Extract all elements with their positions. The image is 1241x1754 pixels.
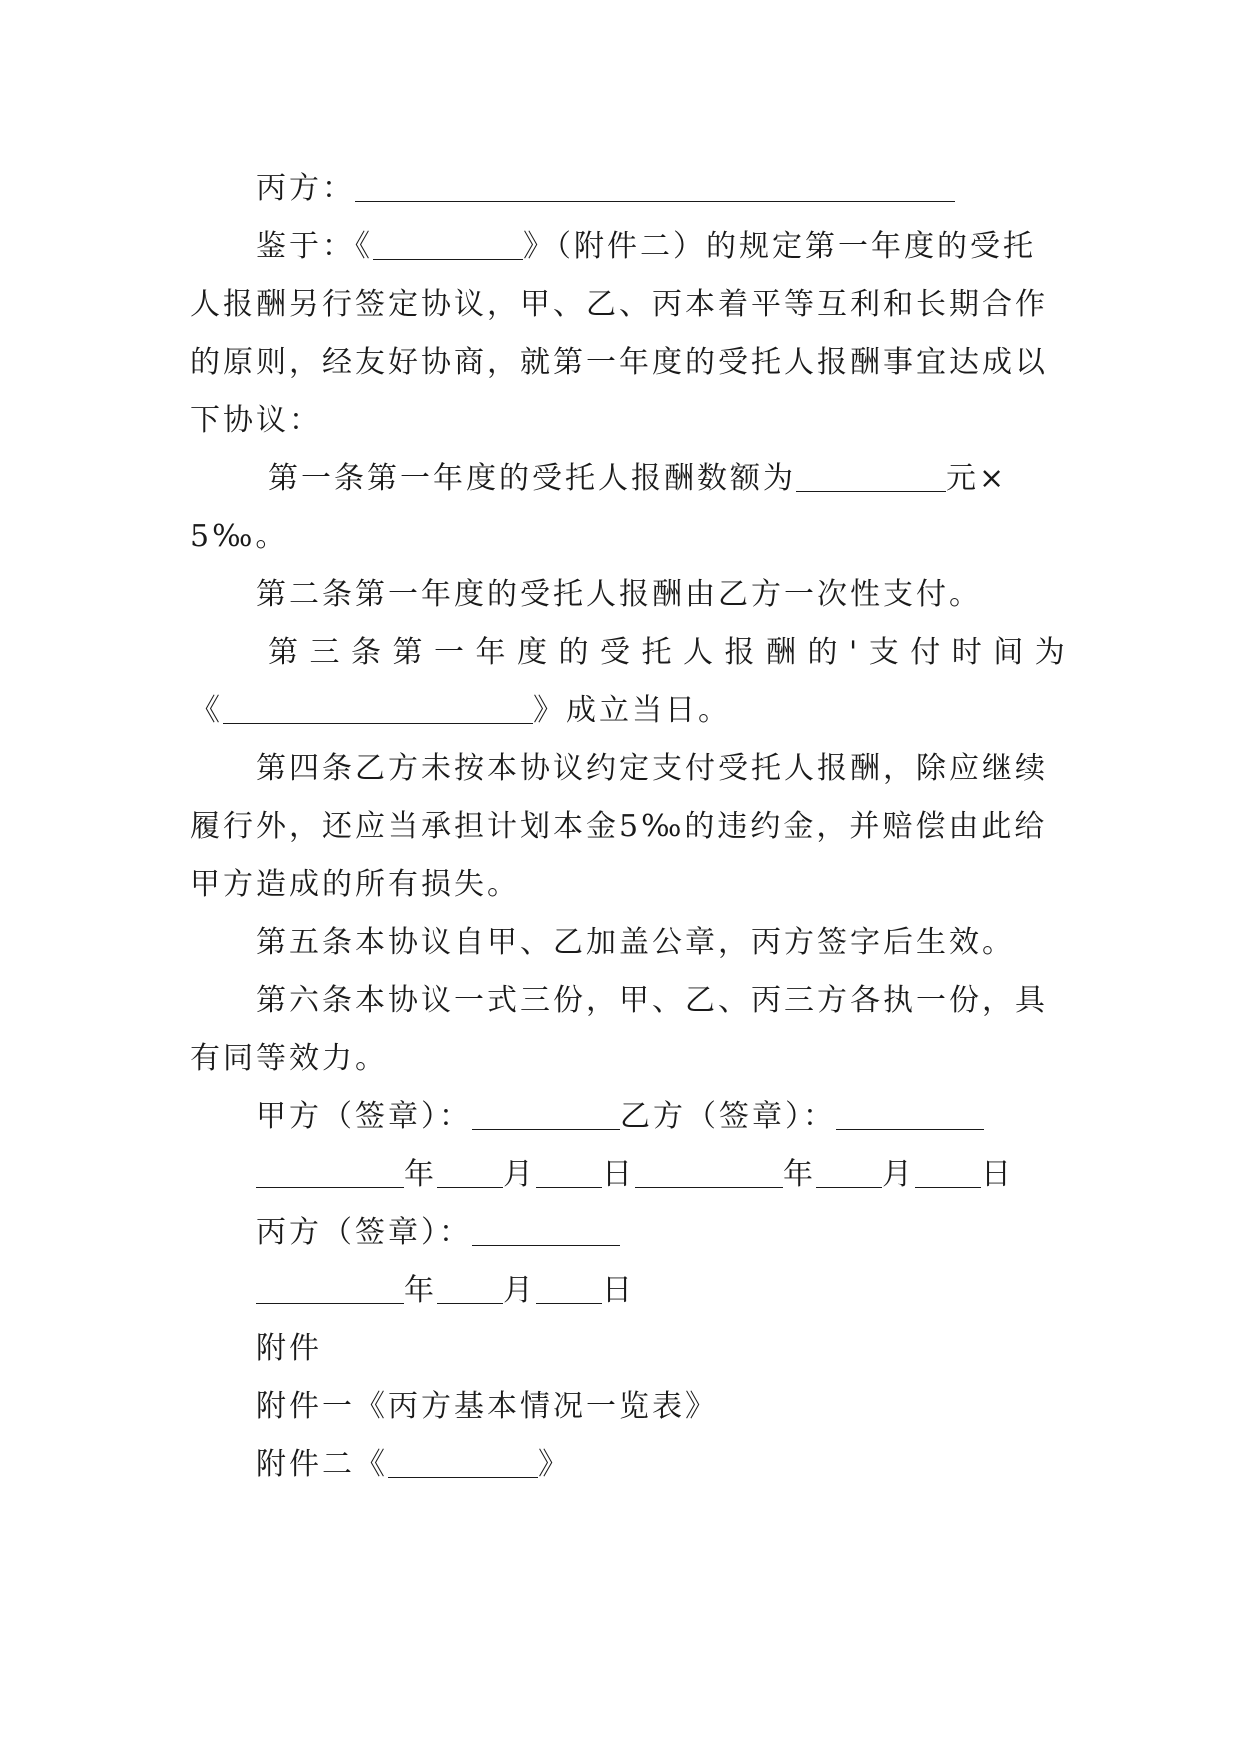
preamble-line-4: 下协议：	[190, 403, 322, 438]
article-1-line-2: 5‰。	[190, 519, 289, 554]
party-a-signature-blank[interactable]	[472, 1099, 620, 1130]
date-line-ab	[190, 1146, 1052, 1204]
year-label: 年	[404, 1157, 437, 1192]
preamble-line-1	[190, 218, 1052, 276]
party-b-signature-label: 乙方（签章）：	[620, 1099, 836, 1134]
article-6-line-2: 有同等效力。	[190, 1041, 388, 1076]
article-1-amount-blank[interactable]	[796, 461, 946, 492]
party-a-day-blank[interactable]	[536, 1157, 602, 1188]
signature-line-ab	[190, 1088, 1052, 1146]
article-1-text-a: 第一条第一年度的受托人报酬数额为	[268, 461, 796, 496]
party-a-signature-label: 甲方（签章）：	[256, 1099, 472, 1134]
day-label: 日	[981, 1157, 1014, 1192]
article-3-text-b: 》成立当日。	[533, 693, 731, 728]
month-label: 月	[882, 1157, 915, 1192]
day-label: 日	[602, 1273, 635, 1308]
preamble-contract-blank[interactable]	[373, 229, 523, 260]
article-3-line-1: 第三条第一年度的受托人报酬的'支付时间为	[268, 635, 1077, 670]
attachment-2-blank[interactable]	[388, 1447, 538, 1478]
preamble-text-a: 鉴于：《	[256, 229, 373, 264]
day-label: 日	[602, 1157, 635, 1192]
party-c-signature-blank[interactable]	[472, 1215, 620, 1246]
article-4-line-1: 第四条乙方未按本协议约定支付受托人报酬，除应继续	[256, 751, 1048, 786]
year-label: 年	[783, 1157, 816, 1192]
month-label: 月	[503, 1273, 536, 1308]
article-6-line-1: 第六条本协议一式三份，甲、乙、丙三方各执一份，具	[256, 983, 1048, 1018]
preamble-line-3: 的原则，经友好协商，就第一年度的受托人报酬事宜达成以	[190, 345, 1048, 380]
article-3-contract-blank[interactable]	[223, 693, 533, 724]
date-line-c	[190, 1262, 1052, 1320]
agreement-body	[190, 160, 1077, 1494]
article-3-line-2	[190, 682, 1052, 740]
party-c-day-blank[interactable]	[536, 1273, 602, 1304]
article-4-line-3: 甲方造成的所有损失。	[190, 867, 520, 902]
article-4-line-2: 履行外，还应当承担计划本金5‰的违约金，并赔偿由此给	[190, 809, 1048, 844]
party-b-month-blank[interactable]	[816, 1157, 882, 1188]
month-label: 月	[503, 1157, 536, 1192]
article-1-line-1	[190, 450, 1052, 508]
party-c-year-blank[interactable]	[256, 1273, 404, 1304]
party-b-day-blank[interactable]	[915, 1157, 981, 1188]
party-c-line	[190, 160, 1052, 218]
article-5-line-1: 第五条本协议自甲、乙加盖公章，丙方签字后生效。	[256, 925, 1015, 960]
party-c-blank[interactable]	[355, 171, 955, 202]
attachment-2	[190, 1436, 1052, 1494]
preamble-line-2: 人报酬另行签定协议，甲、乙、丙本着平等互利和长期合作	[190, 287, 1048, 322]
party-c-month-blank[interactable]	[437, 1273, 503, 1304]
article-2-line-1: 第二条第一年度的受托人报酬由乙方一次性支付。	[256, 577, 982, 612]
party-a-year-blank[interactable]	[256, 1157, 404, 1188]
preamble-text-b: 》（附件二）的规定第一年度的受托	[523, 229, 1036, 264]
attachment-2-text-a: 附件二《	[256, 1447, 388, 1482]
attachment-2-text-b: 》	[538, 1447, 571, 1482]
attachment-1: 附件一《丙方基本情况一览表》	[256, 1389, 718, 1424]
article-3-text-a: 《	[190, 693, 223, 728]
party-b-year-blank[interactable]	[635, 1157, 783, 1188]
party-c-label: 丙方：	[256, 171, 355, 206]
attachments-title: 附件	[256, 1331, 322, 1366]
year-label: 年	[404, 1273, 437, 1308]
signature-line-c	[190, 1204, 1052, 1262]
party-c-signature-label: 丙方（签章）：	[256, 1215, 472, 1250]
party-b-signature-blank[interactable]	[836, 1099, 984, 1130]
article-1-text-b: 元×	[946, 461, 1008, 496]
party-a-month-blank[interactable]	[437, 1157, 503, 1188]
